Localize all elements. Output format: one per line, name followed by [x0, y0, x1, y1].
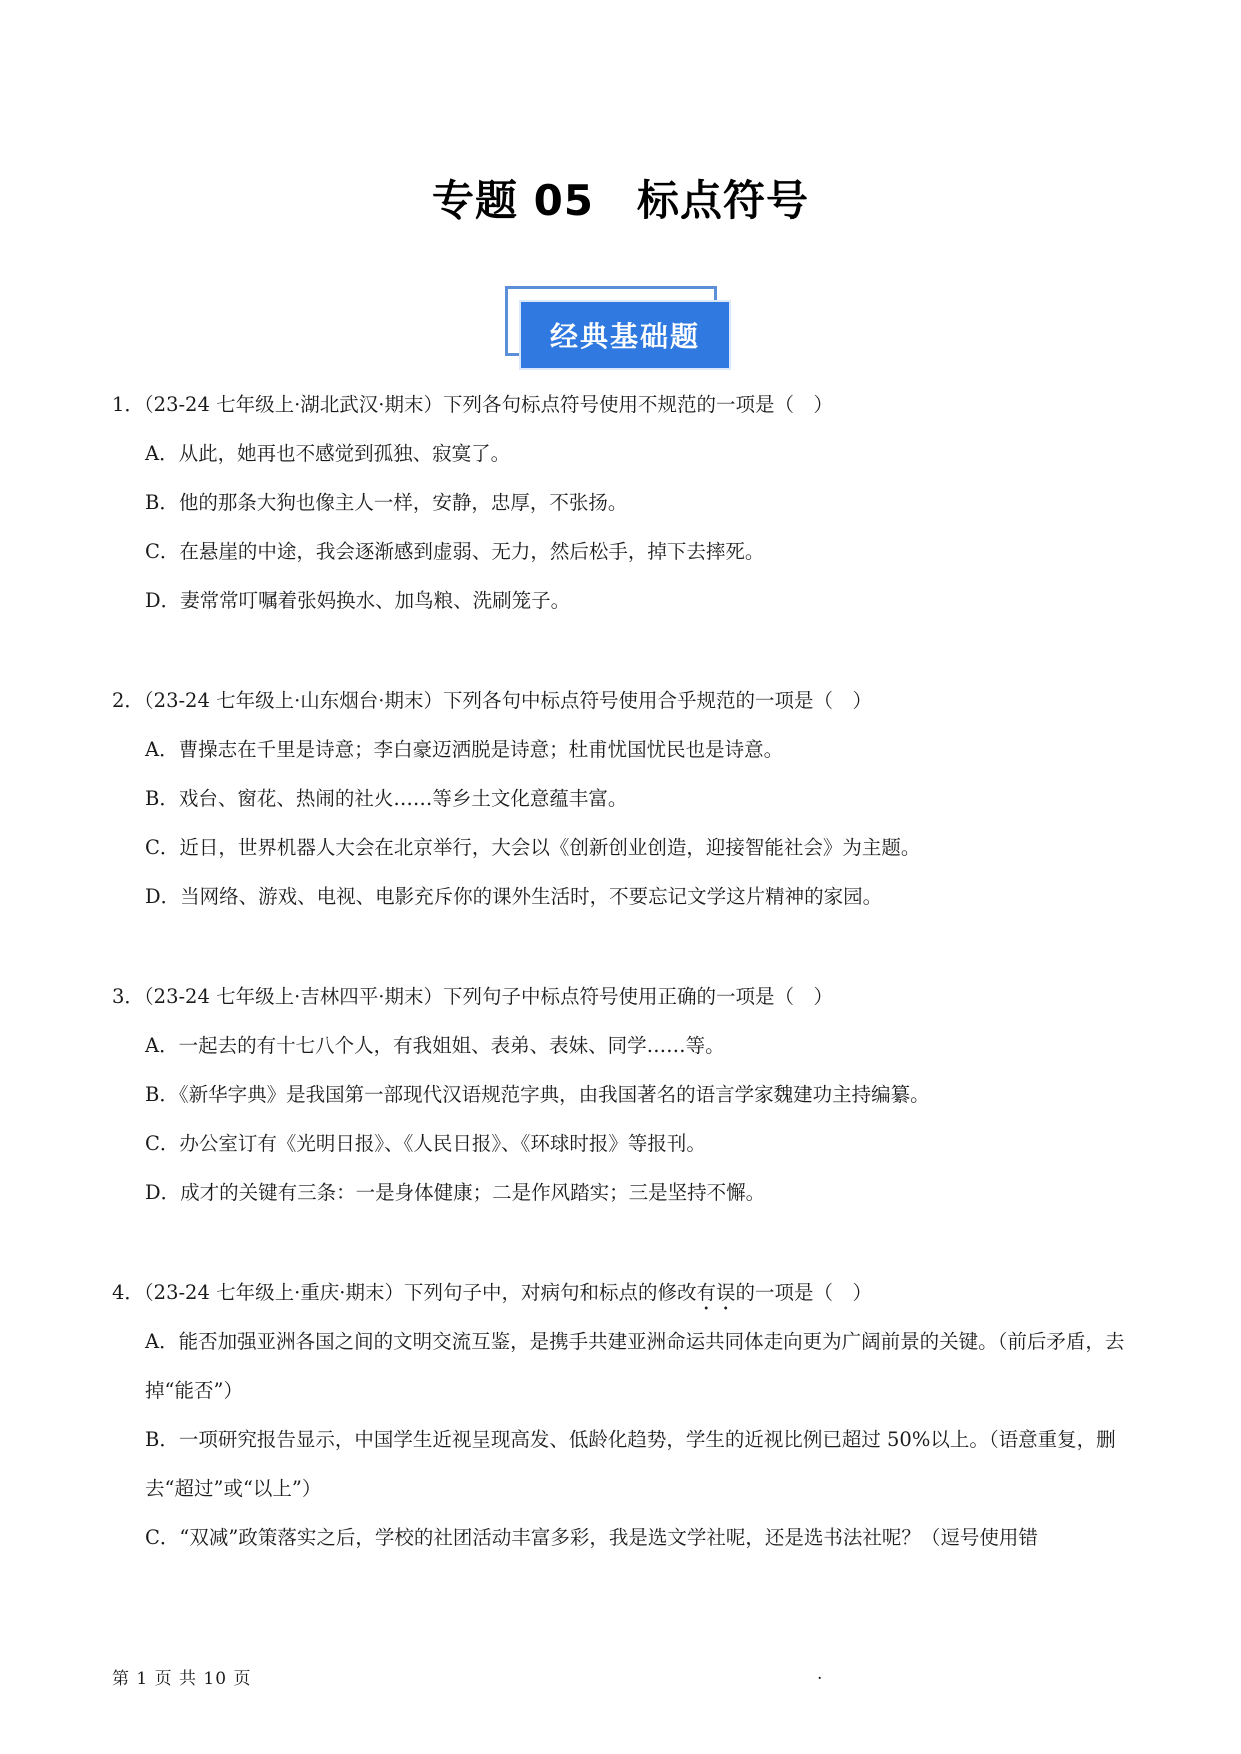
- option-d: D．当网络、游戏、电视、电影充斥你的课外生活时，不要忘记文学这片精神的家园。: [145, 885, 883, 908]
- option-a: A．一起去的有十七八个人，有我姐姐、表弟、表妹、同学……等。: [145, 1034, 725, 1057]
- question-stem: 1．（23-24 七年级上·湖北武汉·期末）下列各句标点符号使用不规范的一项是（ ）: [112, 393, 833, 416]
- option-b: B．一项研究报告显示，中国学生近视呈现高发、低龄化趋势，学生的近视比例已超过 50%以上。（语意重复，删去“超过”或“以上”）: [145, 1428, 1116, 1500]
- option-d: D．妻常常叮嘱着张妈换水、加鸟粮、洗刷笼子。: [145, 589, 571, 612]
- stem-text: 4．（23-24 七年级上·重庆·期末）下列句子中，对病句和标点的修改: [112, 1281, 697, 1304]
- option-d: D．成才的关键有三条：一是身体健康；二是作风踏实；三是坚持不懈。: [145, 1181, 766, 1204]
- option-a: A．能否加强亚洲各国之间的文明交流互鉴，是携手共建亚洲命运共同体走向更为广阔前景的关键。（前后矛盾，去掉“能否”）: [145, 1330, 1125, 1402]
- option-b: B．戏台、窗花、热闹的社火……等乡土文化意蕴丰富。: [145, 787, 628, 810]
- question-stem: 2．（23-24 七年级上·山东烟台·期末）下列各句中标点符号使用合乎规范的一项是（ ）: [112, 689, 872, 712]
- question-stem: [112, 1268, 1132, 1317]
- stem-emphasis: 有误: [696, 1281, 736, 1304]
- option-a: A．从此，她再也不感觉到孤独、寂寞了。: [145, 442, 511, 465]
- section-badge-label: 经典基础题: [519, 300, 731, 370]
- option-c: C．近日，世界机器人大会在北京举行，大会以《创新创业创造，迎接智能社会》为主题。: [145, 836, 921, 859]
- option-a: A．曹操志在千里是诗意；李白豪迈洒脱是诗意；杜甫忧国忧民也是诗意。: [145, 738, 784, 761]
- footer-mark: .: [817, 1664, 823, 1684]
- option-b: B．他的那条大狗也像主人一样，安静，忠厚，不张扬。: [145, 491, 628, 514]
- option-b: B．《新华字典》是我国第一部现代汉语规范字典，由我国著名的语言学家魏建功主持编纂。: [145, 1083, 930, 1106]
- option-c: C．在悬崖的中途，我会逐渐感到虚弱、无力，然后松手，掉下去摔死。: [145, 540, 765, 563]
- option-c: C．“双减”政策落实之后，学校的社团活动丰富多彩，我是选文学社呢，还是选书法社呢？（逗号使用错: [145, 1526, 1038, 1549]
- stem-text: 的一项是（ ）: [735, 1281, 872, 1304]
- question-4: [112, 1268, 1132, 1562]
- question-1: [112, 380, 1132, 625]
- page-title: 专题 05 标点符号: [431, 176, 810, 225]
- question-2: [112, 676, 1132, 921]
- section-badge: [505, 286, 733, 372]
- option-c: C．办公室订有《光明日报》、《人民日报》、《环球时报》等报刊。: [145, 1132, 706, 1155]
- question-3: [112, 972, 1132, 1217]
- question-stem: 3．（23-24 七年级上·吉林四平·期末）下列句子中标点符号使用正确的一项是（ ）: [112, 985, 833, 1008]
- page-number: 第 1 页 共 10 页: [112, 1669, 252, 1689]
